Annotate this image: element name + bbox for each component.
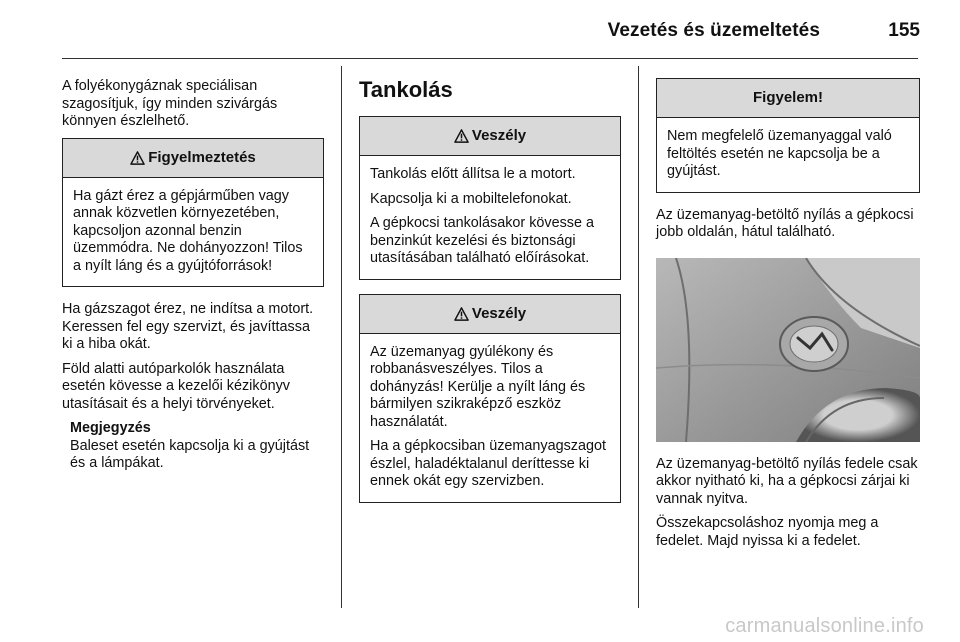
page-header-title: Vezetés és üzemeltetés — [607, 20, 820, 41]
danger-box-2 — [359, 294, 621, 503]
paragraph-flap-unlock: Az üzemanyag-betöltő nyílás fedele csak akkor nyitható ki, ha a gépkocsi zárjai ki vannak nyitva. — [656, 455, 918, 507]
paragraph-filler-location: Az üzemanyag-betöltő nyílás a gépkocsi jobb oldalán, hátul található. — [656, 206, 914, 240]
danger-box-1 — [359, 116, 621, 280]
column-middle — [359, 78, 621, 517]
warning-triangle-icon — [454, 129, 469, 143]
column-right — [656, 78, 920, 557]
car-rear-fuel-flap-image — [656, 258, 920, 442]
attention-box-text: Nem megfelelő üzemanyaggal való feltöltés esetén ne kapcsolja be a gyújtást. — [667, 128, 892, 179]
header-rule — [62, 58, 918, 59]
danger-box-1-header — [360, 117, 620, 156]
danger-box-2-text-2: Ha a gépkocsiban üzemanyagszagot észlel, haladéktalanul deríttesse ki ennek okát egy szervizben. — [370, 438, 606, 489]
attention-box-title: Figyelem! — [752, 89, 824, 107]
danger-box-1-title: Veszély — [471, 127, 527, 145]
paragraph-underground-parking: Föld alatti autóparkolók használata esetén kövesse a kezelői kézikönyv utasításait és a helyi törvényeket. — [62, 360, 290, 412]
fuel-filler-flap-illustration — [656, 258, 920, 442]
warning-box — [62, 138, 324, 288]
paragraph-open-flap: Összekapcsoláshoz nyomja meg a fedelet. Majd nyissa ki a fedelet. — [656, 515, 879, 549]
column-divider-2 — [638, 66, 639, 608]
danger-box-1-text-2: Kapcsolja ki a mobiltelefonokat. — [370, 190, 572, 207]
warning-triangle-icon — [130, 151, 145, 165]
note-text: Baleset esetén kapcsolja ki a gyújtást és a lámpákat. — [70, 437, 310, 471]
column-left — [62, 78, 324, 473]
page-number: 155 — [888, 20, 920, 41]
column-divider-1 — [341, 66, 342, 608]
watermark: carmanualsonline.info — [725, 615, 924, 637]
warning-box-title: Figyelmeztetés — [148, 148, 256, 166]
danger-box-2-title: Veszély — [471, 304, 527, 322]
danger-box-2-text-1: Az üzemanyag gyúlékony és robbanásveszélyes. Tilos a dohányzás! Kerülje a nyílt láng és bármilyen szikraképző eszköz használatát. — [370, 343, 586, 430]
danger-box-1-text-1: Tankolás előtt állítsa le a motort. — [370, 166, 576, 182]
danger-box-1-text-3: A gépkocsi tankolásakor kövesse a benzinkút kezelési és biztonsági utasításában található előírásokat. — [370, 215, 594, 266]
attention-box-header — [657, 79, 919, 118]
attention-box — [656, 78, 920, 193]
paragraph-gas-smell: Ha gázszagot érez, ne indítsa a motort. Keressen fel egy szervizt, és javíttassa ki a hiba okát. — [62, 301, 314, 352]
danger-box-2-header — [360, 295, 620, 334]
intro-paragraph: A folyékonygáznak speciálisan szagosítjuk, így minden szivárgás könnyen észlelhető. — [62, 78, 278, 129]
section-title: Tankolás — [359, 77, 453, 102]
note — [62, 420, 324, 473]
warning-triangle-icon — [454, 307, 469, 321]
note-title: Megjegyzés — [70, 420, 151, 436]
warning-box-text: Ha gázt érez a gépjárműben vagy annak közvetlen környezetében, kapcsoljon azonnal benzin üzemmódra. Ne dohányozzon! Tilos a nyílt láng és a gyújtóforrások! — [73, 187, 303, 274]
warning-box-header — [63, 139, 323, 178]
